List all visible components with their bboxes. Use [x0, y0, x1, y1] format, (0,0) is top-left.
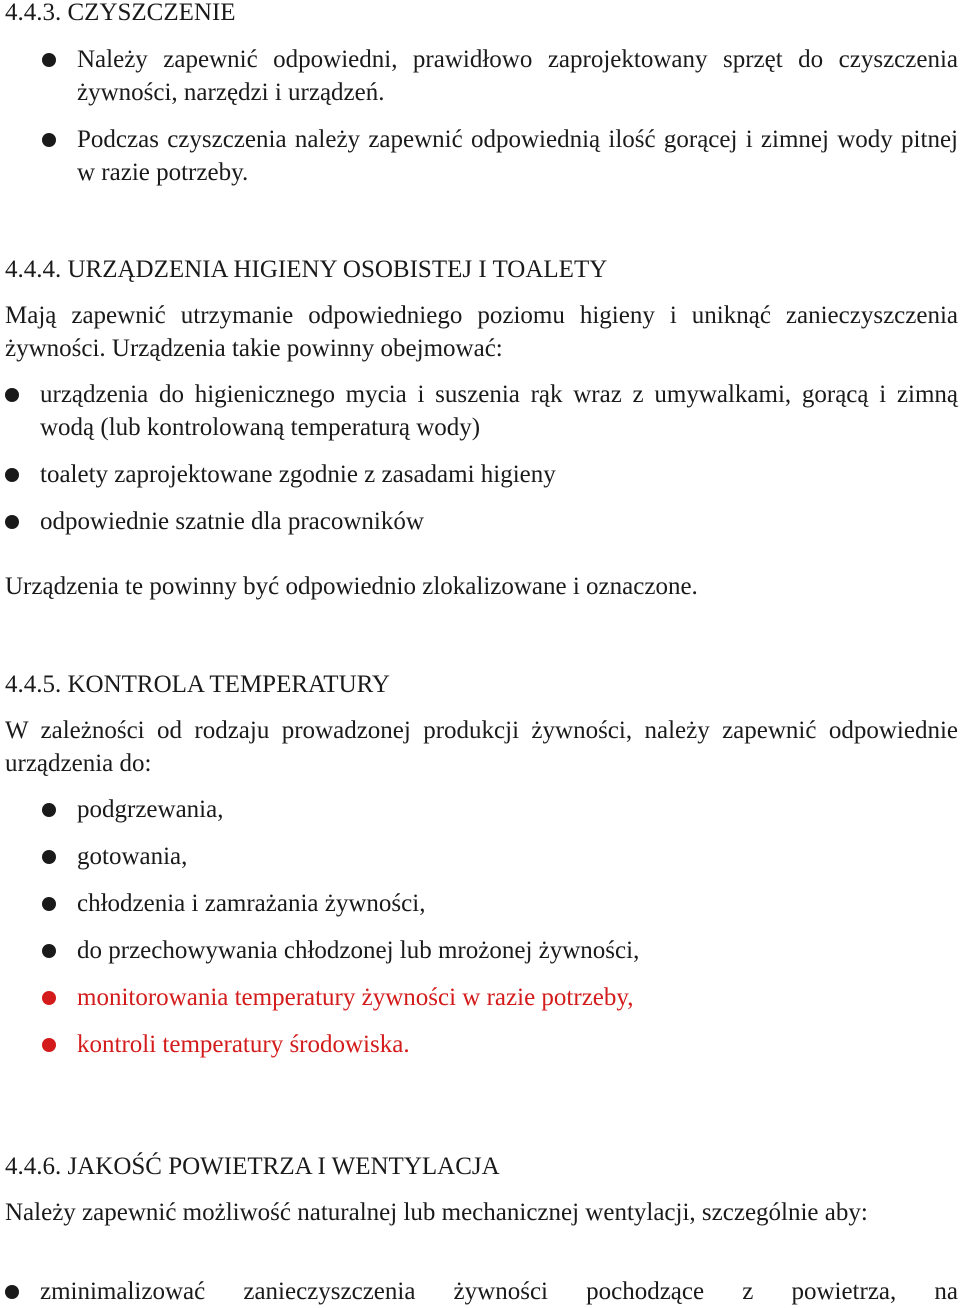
section-444-outro: Urządzenia te powinny być odpowiednio zlokalizowane i oznaczone.: [5, 573, 698, 600]
bullet-icon: [5, 388, 19, 402]
section-444-intro: Mają zapewnić utrzymanie odpowiedniego poziomu higieny i uniknąć zanieczyszczenia żywności. Urządzenia takie powinny obejmować:: [5, 302, 958, 362]
list-item: Należy zapewnić odpowiedni, prawidłowo zaprojektowany sprzęt do czyszczenia żywności, narzędzi i urządzeń.: [77, 46, 958, 106]
bullet-icon: [42, 991, 56, 1005]
bullet-icon: [42, 1038, 56, 1052]
list-item: urządzenia do higienicznego mycia i suszenia rąk wraz z umywalkami, gorącą i zimną wodą (lub kontrolowaną temperaturą wody): [40, 381, 958, 441]
bullet-icon: [42, 803, 56, 817]
section-443-heading: 4.4.3. CZYSZCZENIE: [5, 0, 236, 26]
bullet-icon: [42, 944, 56, 958]
bullet-icon: [42, 53, 56, 67]
bullet-icon: [5, 1285, 19, 1299]
bullet-icon: [42, 897, 56, 911]
bullet-icon: [5, 515, 19, 529]
list-item: odpowiednie szatnie dla pracowników: [40, 508, 424, 535]
list-item: zminimalizować zanieczyszczenia żywności pochodzące z powietrza, na: [40, 1278, 958, 1305]
list-item: gotowania,: [77, 843, 188, 870]
section-446-intro: Należy zapewnić możliwość naturalnej lub mechanicznej wentylacji, szczególnie aby:: [5, 1199, 868, 1226]
list-item: chłodzenia i zamrażania żywności,: [77, 890, 426, 917]
list-item-highlighted: kontroli temperatury środowiska.: [77, 1031, 410, 1058]
bullet-icon: [42, 850, 56, 864]
list-item: podgrzewania,: [77, 796, 224, 823]
list-item: Podczas czyszczenia należy zapewnić odpowiednią ilość gorącej i zimnej wody pitnej w razie potrzeby.: [77, 126, 958, 186]
section-445-intro: W zależności od rodzaju prowadzonej produkcji żywności, należy zapewnić odpowiednie urządzenia do:: [5, 717, 958, 777]
bullet-icon: [5, 468, 19, 482]
list-item-highlighted: monitorowania temperatury żywności w razie potrzeby,: [77, 984, 634, 1011]
list-item: toalety zaprojektowane zgodnie z zasadami higieny: [40, 461, 556, 488]
section-446-heading: 4.4.6. JAKOŚĆ POWIETRZA I WENTYLACJA: [5, 1153, 500, 1180]
list-item: do przechowywania chłodzonej lub mrożonej żywności,: [77, 937, 640, 964]
bullet-icon: [42, 133, 56, 147]
section-444-heading: 4.4.4. URZĄDZENIA HIGIENY OSOBISTEJ I TOALETY: [5, 256, 608, 283]
section-445-heading: 4.4.5. KONTROLA TEMPERATURY: [5, 671, 390, 698]
